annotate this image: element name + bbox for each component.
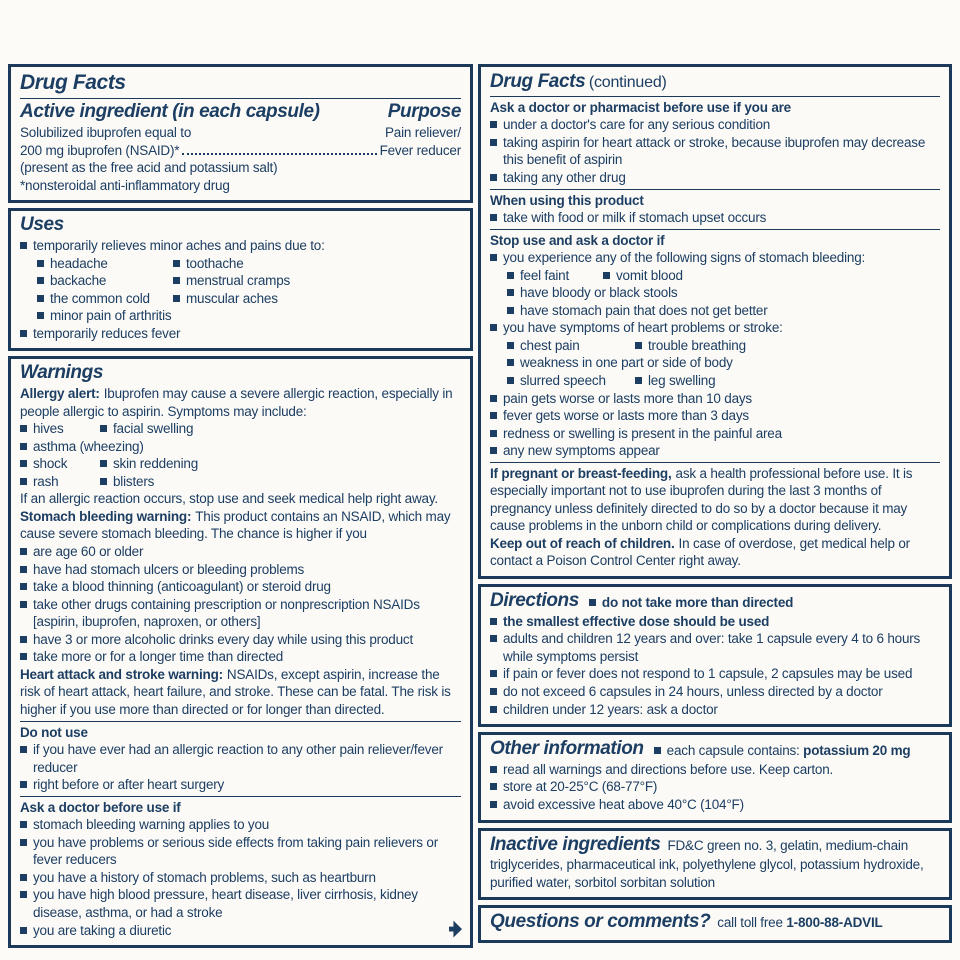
bullet-icon — [490, 324, 497, 331]
bullet-icon — [490, 139, 497, 146]
directions-box — [478, 584, 952, 727]
bullet-item: muscular aches — [173, 290, 278, 308]
bullet-item: minor pain of arthritis — [37, 307, 461, 325]
stop-use-pair-row — [507, 372, 940, 390]
uses-heading: Uses — [20, 214, 64, 236]
bullet-icon — [20, 927, 27, 934]
ingredient-row-1 — [20, 124, 461, 142]
bullet-item: you have problems or serious side effects from taking pain relievers or fever reducers — [20, 834, 461, 869]
bullet-item: have had stomach ulcers or bleeding problems — [20, 561, 461, 579]
bullet-icon — [20, 566, 27, 573]
bullet-item: menstrual cramps — [173, 272, 290, 290]
allergy-pair-row — [20, 455, 461, 473]
bullet-icon — [654, 747, 661, 754]
bullet-item: asthma (wheezing) — [20, 438, 461, 456]
bullet-icon — [507, 377, 514, 384]
bullet-item: take with food or milk if stomach upset occurs — [490, 209, 940, 227]
warnings-box — [8, 356, 473, 948]
ask-doctor-heading: Ask a doctor before use if — [20, 799, 181, 815]
pregnancy-paragraph: If pregnant or breast-feeding, ask a health professional before use. It is especially important not to use ibuprofen during the last 3 months of pregnancy unless definitely directed to do so by a doctor because it may cause problems in the unborn child or complications during delivery. — [490, 465, 913, 534]
bullet-icon — [100, 460, 107, 467]
ingredient-dose: 200 mg ibuprofen (NSAID)* — [20, 142, 180, 158]
bullet-icon — [37, 312, 44, 319]
bullet-icon — [100, 478, 107, 485]
bullet-item: have stomach pain that does not get better — [507, 302, 940, 320]
bullet-icon — [20, 839, 27, 846]
bullet-icon — [490, 801, 497, 808]
divider — [20, 721, 461, 722]
bullet-icon — [20, 636, 27, 643]
bullet-item: adults and children 12 years and over: take 1 capsule every 4 to 6 hours while symptoms persist — [490, 630, 940, 665]
bullet-icon — [635, 377, 642, 384]
ingredient-name: Solubilized ibuprofen equal to — [20, 125, 192, 141]
ingredient-note-2: *nonsteroidal anti-inflammatory drug — [20, 177, 230, 193]
divider — [490, 462, 940, 463]
divider — [490, 96, 940, 97]
bullet-icon — [20, 583, 27, 590]
stomach-bleeding-paragraph: Stomach bleeding warning: This product contains an NSAID, which may cause severe stomach bleeding. The chance is higher if you — [20, 508, 451, 542]
bullet-icon — [507, 342, 514, 349]
bullet-icon — [490, 783, 497, 790]
bullet-item: avoid excessive heat above 40°C (104°F) — [490, 796, 940, 814]
bullet-icon — [603, 272, 610, 279]
bullet-icon — [490, 121, 497, 128]
ingredient-row-2 — [20, 142, 461, 160]
stop-use-pair-row — [507, 337, 940, 355]
bullet-item: have bloody or black stools — [507, 284, 940, 302]
bullet-item: you have high blood pressure, heart disease, liver cirrhosis, kidney disease, asthma, or had a stroke — [20, 886, 461, 921]
bullet-icon — [507, 289, 514, 296]
bullet-item: vomit blood — [603, 267, 683, 285]
bullet-icon — [507, 359, 514, 366]
bullet-item: read all warnings and directions before use. Keep carton. — [490, 761, 940, 779]
bullet-item: take more or for a longer time than directed — [20, 648, 461, 666]
when-using-heading: When using this product — [490, 192, 644, 208]
uses-pair-row — [37, 272, 461, 290]
questions-phone: 1-800-88-ADVIL — [786, 915, 883, 931]
bullet-item: chest pain — [507, 337, 627, 355]
heart-attack-paragraph: Heart attack and stroke warning: NSAIDs, except aspirin, increase the risk of heart attack, heart failure, and stroke. These can be fatal. The risk is higher if you use more than directed or for longer than directed. — [20, 666, 451, 717]
ask-pharmacist-heading: Ask a doctor or pharmacist before use if you are — [490, 99, 791, 115]
bullet-icon — [173, 295, 180, 302]
inactive-ingredients-text: FD&C green no. 3, gelatin, medium-chain triglycerides, pharmaceutical ink, polyethylene glycol, potassium hydroxide, purified water, sorbitol sorbitan solution — [490, 837, 924, 890]
bullet-icon — [20, 548, 27, 555]
bullet-icon — [490, 618, 497, 625]
questions-text: call toll free — [717, 915, 783, 931]
ingredient-note-1: (present as the free acid and potassium salt) — [20, 160, 278, 176]
bullet-item: right before or after heart surgery — [20, 776, 461, 794]
bullet-item: blisters — [100, 473, 154, 491]
bullet-item: children under 12 years: ask a doctor — [490, 701, 940, 719]
divider — [490, 189, 940, 190]
bullet-item: fever gets worse or lasts more than 3 days — [490, 407, 940, 425]
drug-facts-title: Drug Facts — [20, 71, 126, 94]
purpose-value-2: Fever reducer — [379, 142, 461, 158]
bullet-icon — [37, 260, 44, 267]
purpose-value-1: Pain reliever/ — [385, 125, 461, 141]
bullet-item: facial swelling — [100, 420, 193, 438]
bullet-item: stomach bleeding warning applies to you — [20, 816, 461, 834]
active-ingredient-header — [20, 101, 461, 124]
bullet-icon — [20, 891, 27, 898]
bullet-item: temporarily relieves minor aches and pains due to: — [20, 237, 461, 255]
bullet-item: have 3 or more alcoholic drinks every day while using this product — [20, 631, 461, 649]
questions-box — [478, 905, 952, 943]
other-info-heading-row — [490, 738, 940, 761]
bullet-icon — [490, 688, 497, 695]
bullet-icon — [20, 653, 27, 660]
bullet-icon — [490, 254, 497, 261]
bullet-icon — [490, 706, 497, 713]
stop-use-heading: Stop use and ask a doctor if — [490, 232, 665, 248]
uses-pair-row — [37, 290, 461, 308]
directions-heading: Directions — [490, 590, 579, 612]
keep-out-of-reach-label: Keep out of reach of children. — [490, 535, 675, 551]
bullet-item: slurred speech — [507, 372, 627, 390]
bullet-item: you have symptoms of heart problems or stroke: — [490, 319, 940, 337]
bullet-item: take other drugs containing prescription or nonprescription NSAIDs [aspirin, ibuprofen, naproxen, or others] — [20, 596, 461, 631]
bullet-icon — [20, 478, 27, 485]
other-info-heading: Other information — [490, 738, 644, 760]
allergy-pair-row — [20, 420, 461, 438]
bullet-icon — [20, 425, 27, 432]
bullet-item: toothache — [173, 255, 244, 273]
keep-out-of-reach-paragraph: Keep out of reach of children. In case of overdose, get medical help or contact a Poison Control Center right away. — [490, 535, 910, 569]
bullet-item: are age 60 or older — [20, 543, 461, 561]
inactive-ingredients-heading: Inactive ingredients — [490, 833, 661, 855]
bullet-icon — [20, 781, 27, 788]
warnings-heading: Warnings — [20, 362, 104, 384]
bullet-icon — [173, 277, 180, 284]
bullet-item: taking aspirin for heart attack or stroke, because ibuprofen may decrease this benefit of aspirin — [490, 134, 940, 169]
uses-pair-row — [37, 255, 461, 273]
bullet-icon — [20, 821, 27, 828]
bullet-item: trouble breathing — [635, 337, 746, 355]
bullet-icon — [507, 307, 514, 314]
bullet-item: if you have ever had an allergic reaction to any other pain reliever/fever reducer — [20, 741, 461, 776]
bullet-item: skin reddening — [100, 455, 198, 473]
questions-heading: Questions or comments? — [490, 911, 711, 933]
allergy-note: If an allergic reaction occurs, stop use and seek medical help right away. — [20, 491, 438, 507]
bullet-item: headache — [37, 255, 165, 273]
heart-attack-label: Heart attack and stroke warning: — [20, 666, 223, 682]
bullet-item: pain gets worse or lasts more than 10 days — [490, 390, 940, 408]
bullet-icon — [490, 395, 497, 402]
dot-leader — [182, 153, 376, 155]
do-not-use-heading: Do not use — [20, 724, 88, 740]
bullet-icon — [173, 260, 180, 267]
bullet-icon — [37, 277, 44, 284]
bullet-icon — [20, 746, 27, 753]
bullet-item: taking any other drug — [490, 169, 940, 187]
bullet-icon — [490, 447, 497, 454]
inactive-ingredients-box — [478, 828, 952, 901]
bullet-item: take a blood thinning (anticoagulant) or steroid drug — [20, 578, 461, 596]
bullet-item: store at 20-25°C (68-77°F) — [490, 778, 940, 796]
bullet-icon — [490, 412, 497, 419]
drug-facts-continued-title: Drug Facts (continued) — [490, 71, 667, 92]
bullet-icon — [20, 330, 27, 337]
bullet-item: feel faint — [507, 267, 595, 285]
bullet-item: leg swelling — [635, 372, 715, 390]
allergy-alert-paragraph: Allergy alert: Ibuprofen may cause a severe allergic reaction, especially in people allergic to aspirin. Symptoms may include: — [20, 386, 453, 419]
bullet-icon — [20, 601, 27, 608]
bullet-item: any new symptoms appear — [490, 442, 940, 460]
bullet-item: you have a history of stomach problems, such as heartburn — [20, 869, 461, 887]
bullet-icon — [507, 272, 514, 279]
bullet-item: if pain or fever does not respond to 1 capsule, 2 capsules may be used — [490, 665, 940, 683]
bullet-item: shock — [20, 455, 92, 473]
bullet-item: redness or swelling is present in the painful area — [490, 425, 940, 443]
stop-use-pair-row — [507, 267, 940, 285]
drug-facts-left-panel — [8, 64, 473, 938]
bullet-item: each capsule contains: potassium 20 mg — [654, 742, 911, 760]
bullet-icon — [20, 443, 27, 450]
bullet-icon — [490, 670, 497, 677]
bullet-item: weakness in one part or side of body — [507, 354, 940, 372]
bullet-icon — [490, 766, 497, 773]
stomach-bleeding-label: Stomach bleeding warning: — [20, 508, 192, 524]
bullet-icon — [20, 460, 27, 467]
bullet-icon — [490, 174, 497, 181]
bullet-icon — [635, 342, 642, 349]
allergy-alert-label: Allergy alert: — [20, 386, 100, 402]
drug-facts-right-panel — [478, 64, 952, 933]
allergy-pair-row — [20, 473, 461, 491]
divider — [490, 229, 940, 230]
divider — [20, 98, 461, 99]
bullet-icon — [100, 425, 107, 432]
purpose-heading: Purpose — [387, 101, 461, 123]
bullet-item: you experience any of the following signs of stomach bleeding: — [490, 249, 940, 267]
bullet-icon — [490, 635, 497, 642]
bullet-item: do not exceed 6 capsules in 24 hours, unless directed by a doctor — [490, 683, 940, 701]
divider — [20, 796, 461, 797]
active-ingredient-box — [8, 64, 473, 203]
continued-warnings-box — [478, 64, 952, 579]
bullet-item: rash — [20, 473, 92, 491]
directions-heading-row — [490, 590, 940, 613]
bullet-item: do not take more than directed — [589, 594, 793, 612]
bullet-icon — [20, 874, 27, 881]
bullet-icon — [490, 214, 497, 221]
bullet-icon — [20, 242, 27, 249]
pregnancy-label: If pregnant or breast-feeding, — [490, 465, 672, 481]
bullet-item: hives — [20, 420, 92, 438]
bullet-icon — [589, 599, 596, 606]
active-ingredient-heading: Active ingredient (in each capsule) — [20, 101, 320, 123]
bullet-item: you are taking a diuretic — [20, 922, 461, 940]
uses-box — [8, 208, 473, 351]
bullet-item: the common cold — [37, 290, 165, 308]
bullet-item: temporarily reduces fever — [20, 325, 461, 343]
bullet-item: the smallest effective dose should be used — [490, 613, 940, 631]
bullet-icon — [490, 430, 497, 437]
bullet-icon — [37, 295, 44, 302]
other-information-box — [478, 732, 952, 822]
bullet-item: under a doctor's care for any serious condition — [490, 116, 940, 134]
bullet-item: backache — [37, 272, 165, 290]
